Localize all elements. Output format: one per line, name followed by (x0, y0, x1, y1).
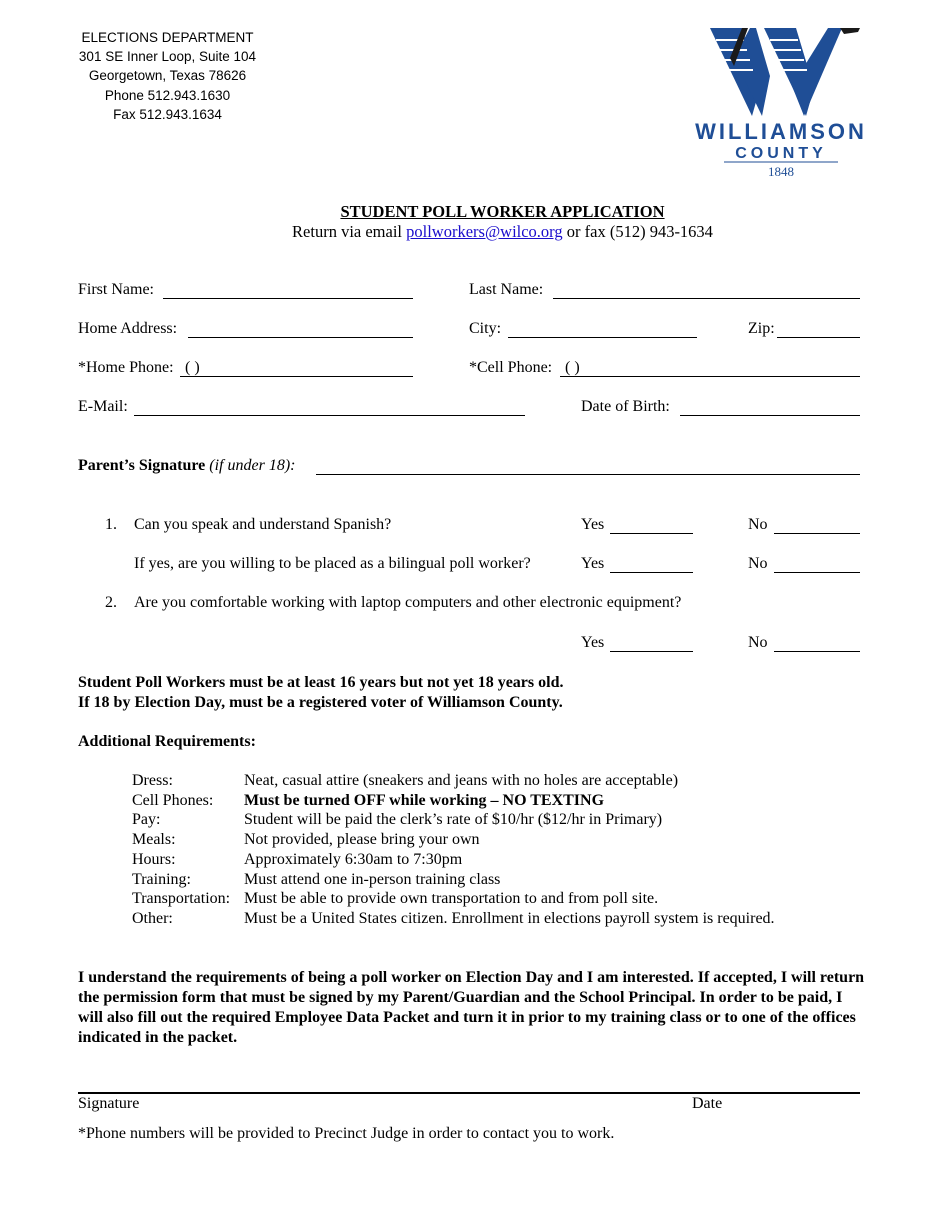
requirements-table (132, 771, 775, 929)
requirement-key: Hours: (132, 850, 176, 868)
dept-street: 301 SE Inner Loop, Suite 104 (78, 49, 257, 65)
additional-requirements-heading: Additional Requirements: (78, 733, 256, 750)
last-name-label: Last Name: (469, 281, 544, 298)
home-phone-area-code: ( ) (185, 359, 200, 376)
parent-signature-italic: (if under 18): (205, 457, 296, 474)
dept-city: Georgetown, Texas 78626 (88, 68, 247, 84)
requirement-key: Training: (132, 870, 191, 888)
requirement-value: Approximately 6:30am to 7:30pm (244, 850, 463, 868)
requirement-value: Must be able to provide own transportation to and from poll site. (244, 890, 659, 908)
return-suffix: or fax (512) 943-1634 (562, 222, 713, 241)
requirement-key: Cell Phones: (132, 791, 214, 809)
form-title: STUDENT POLL WORKER APPLICATION (340, 202, 665, 221)
first-name-field[interactable] (163, 298, 413, 299)
requirement-value: Must be turned OFF while working – NO TEXTING (244, 791, 605, 809)
dob-field[interactable] (680, 415, 860, 416)
question-1-text: Can you speak and understand Spanish? (134, 516, 392, 533)
dob-label: Date of Birth: (581, 398, 670, 415)
date-label: Date (692, 1095, 723, 1112)
q2-yes-field[interactable] (610, 651, 693, 652)
dept-fax: Fax 512.943.1634 (113, 106, 222, 122)
dept-phone: Phone 512.943.1630 (104, 87, 231, 103)
logo-name: WILLIAMSON (695, 119, 867, 144)
signature-label: Signature (78, 1095, 140, 1112)
dept-name: ELECTIONS DEPARTMENT (81, 30, 254, 45)
requirement-value: Not provided, please bring your own (244, 831, 480, 849)
parent-signature-field[interactable] (316, 474, 860, 475)
requirement-row (132, 889, 775, 909)
requirement-row (132, 870, 775, 890)
signature-line[interactable] (78, 1092, 860, 1094)
requirement-row (132, 830, 775, 850)
age-notice-line-2: If 18 by Election Day, must be a registered voter of Williamson County. (78, 694, 563, 711)
requirement-value: Must attend one in-person training class (244, 870, 501, 888)
zip-field[interactable] (777, 337, 860, 338)
return-instructions (0, 222, 950, 242)
cell-phone-label: *Cell Phone: (469, 359, 553, 376)
q2-yes-label: Yes (581, 634, 605, 651)
agreement-statement: I understand the requirements of being a poll worker on Election Day and I am interested. If accepted, I will return the permission form that must be signed by my Parent/Guardian and the School Principal. In order to be paid, I will also fill out the required Employee Data Packet and turn it in prior to my training class or to one of the offices indicated in the packet. (78, 969, 865, 1046)
q1-yes-field[interactable] (610, 533, 693, 534)
q1b-no-field[interactable] (774, 572, 860, 573)
requirement-key: Transportation: (132, 890, 231, 908)
first-name-label: First Name: (78, 281, 154, 298)
zip-label: Zip: (748, 320, 775, 337)
home-address-label: Home Address: (78, 320, 178, 337)
question-2-text: Are you comfortable working with laptop computers and other electronic equipment? (134, 594, 682, 611)
email-label: E-Mail: (78, 398, 128, 415)
q1b-yes-field[interactable] (610, 572, 693, 573)
q1-no-label: No (748, 516, 768, 533)
return-prefix: Return via email (292, 222, 407, 241)
q1b-no-label: No (748, 555, 768, 572)
home-phone-label: *Home Phone: (78, 359, 174, 376)
logo-year: 1848 (768, 164, 794, 178)
requirement-row (132, 850, 775, 870)
requirement-row (132, 771, 775, 791)
requirement-value: Neat, casual attire (sneakers and jeans with no holes are acceptable) (244, 772, 679, 789)
requirement-key: Other: (132, 909, 173, 927)
email-field[interactable] (134, 415, 525, 416)
question-1-number: 1. (105, 516, 117, 533)
requirement-row (132, 791, 775, 811)
age-notice-line-1: Student Poll Workers must be at least 16 years but not yet 18 years old. (78, 674, 564, 691)
q2-no-field[interactable] (774, 651, 860, 652)
cell-phone-field[interactable] (560, 376, 860, 377)
requirement-key: Meals: (132, 831, 176, 849)
logo-sub: COUNTY (735, 145, 827, 162)
requirement-key: Dress: (132, 772, 173, 789)
question-2-number: 2. (105, 594, 117, 611)
q1-yes-label: Yes (581, 516, 605, 533)
home-address-field[interactable] (188, 337, 413, 338)
williamson-county-logo (672, 26, 890, 178)
home-phone-field[interactable] (180, 376, 413, 377)
parent-signature-bold: Parent’s Signature (78, 457, 206, 474)
requirement-value: Must be a United States citizen. Enrollment in elections payroll system is required. (244, 909, 775, 927)
q2-no-label: No (748, 634, 768, 651)
q1b-yes-label: Yes (581, 555, 605, 572)
parent-signature-label (78, 457, 295, 475)
q1-no-field[interactable] (774, 533, 860, 534)
question-1b-text: If yes, are you willing to be placed as a bilingual poll worker? (134, 555, 531, 572)
phone-footnote: *Phone numbers will be provided to Precinct Judge in order to contact you to work. (78, 1125, 615, 1142)
requirement-row (132, 810, 775, 830)
requirement-key: Pay: (132, 811, 161, 829)
requirement-value: Student will be paid the clerk’s rate of $10/hr ($12/hr in Primary) (244, 811, 663, 829)
city-field[interactable] (508, 337, 697, 338)
cell-phone-area-code: ( ) (565, 359, 580, 376)
city-label: City: (469, 320, 502, 337)
requirement-row (132, 909, 775, 929)
department-address (60, 28, 275, 124)
w-logo-icon (672, 26, 890, 178)
last-name-field[interactable] (553, 298, 860, 299)
email-link[interactable]: pollworkers@wilco.org (406, 222, 563, 241)
